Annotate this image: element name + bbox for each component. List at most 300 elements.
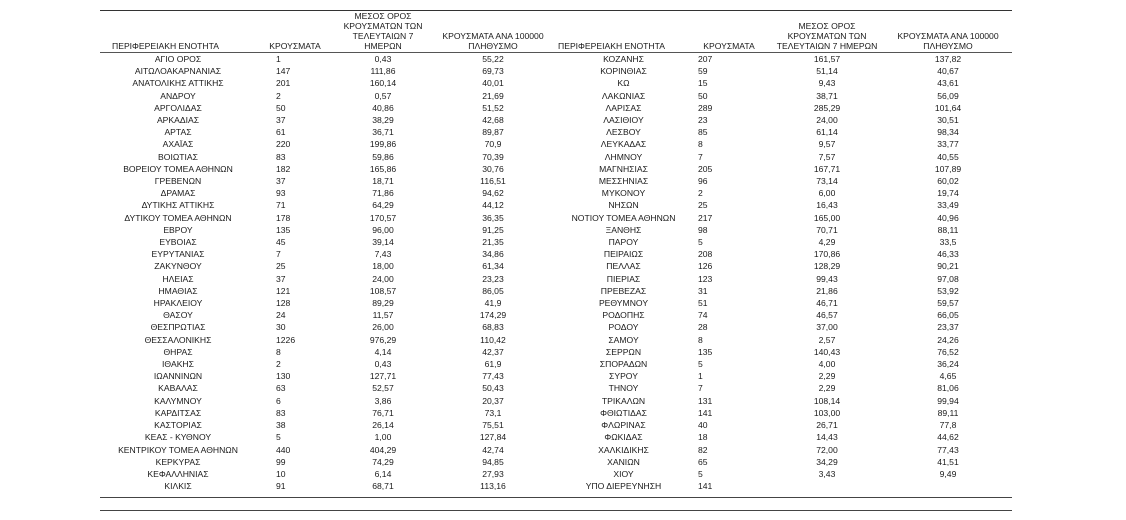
right-avg7-cell: 6,00 xyxy=(818,188,836,199)
right-region-cell: ΝΗΣΩΝ xyxy=(608,200,639,211)
left-avg7-cell: 4,14 xyxy=(374,346,392,357)
right-avg7-cell: 70,71 xyxy=(816,224,838,235)
right-avg7-cell: 3,43 xyxy=(818,468,836,479)
left-avg7-cell: 170,57 xyxy=(369,212,397,223)
right-region-cell: ΧΙΟΥ xyxy=(613,468,634,479)
left-cases-cell: 178 xyxy=(276,212,291,223)
left-cases-cell: 8 xyxy=(276,346,281,357)
table-body xyxy=(100,53,1012,493)
left-cases-cell: 83 xyxy=(276,151,286,162)
right-per100k-cell: 137,82 xyxy=(934,54,962,64)
right-cases-cell: 141 xyxy=(698,407,713,418)
table-row xyxy=(100,370,1012,382)
left-region-cell: ΗΜΑΘΙΑΣ xyxy=(158,285,198,296)
right-region-cell: ΠΙΕΡΙΑΣ xyxy=(606,273,641,284)
table-row xyxy=(100,407,1012,419)
left-cases-cell: 37 xyxy=(276,176,286,187)
left-avg7-cell: 18,00 xyxy=(372,261,394,272)
right-avg7-cell: 46,57 xyxy=(816,310,838,321)
left-region-cell: ΙΘΑΚΗΣ xyxy=(162,359,194,370)
table-row xyxy=(100,138,1012,150)
right-region-cell: ΠΕΙΡΑΙΩΣ xyxy=(603,249,644,260)
left-per100k-cell: 86,05 xyxy=(482,285,504,296)
left-region-cell: ΖΑΚΥΝΘΟΥ xyxy=(154,261,202,272)
right-per100k-cell: 56,09 xyxy=(937,90,959,101)
right-per100k-cell: 9,49 xyxy=(939,468,957,479)
right-per100k-cell: 107,89 xyxy=(934,163,962,174)
right-avg7-cell: 103,00 xyxy=(813,407,841,418)
right-avg7-cell: 140,43 xyxy=(813,346,841,357)
left-per100k-cell: 116,51 xyxy=(480,176,506,187)
left-per100k-cell: 20,37 xyxy=(482,395,504,406)
table-row xyxy=(100,248,1012,260)
right-cases-cell: 85 xyxy=(698,127,708,138)
left-region-cell: ΕΒΡΟΥ xyxy=(163,224,193,235)
right-per100k-cell: 60,02 xyxy=(937,176,959,187)
right-avg7-cell: 72,00 xyxy=(816,444,838,455)
right-per100k-cell: 24,26 xyxy=(937,334,959,345)
left-region-cell: ΑΙΤΩΛΟΑΚΑΡΝΑΝΙΑΣ xyxy=(134,66,222,77)
right-avg7-cell: 167,71 xyxy=(813,163,841,174)
left-cases-cell: 99 xyxy=(276,456,286,467)
left-cases-cell: 6 xyxy=(276,395,281,406)
table-row xyxy=(100,285,1012,297)
left-cases-cell: 37 xyxy=(276,273,286,284)
right-per100k-cell: 43,61 xyxy=(937,78,959,89)
right-per100k-cell: 59,57 xyxy=(937,298,959,309)
left-per100k-cell: 36,35 xyxy=(482,212,504,223)
right-region-cell: ΣΕΡΡΩΝ xyxy=(605,346,642,357)
left-avg7-cell: 18,71 xyxy=(372,176,394,187)
table-row xyxy=(100,334,1012,346)
left-region-cell: ΗΡΑΚΛΕΙΟΥ xyxy=(153,298,203,309)
table-row xyxy=(100,77,1012,89)
right-cases-cell: 8 xyxy=(698,139,703,150)
right-avg7-cell xyxy=(770,480,884,492)
right-region-cell: ΛΗΜΝΟΥ xyxy=(604,151,643,162)
right-per100k-cell: 101,64 xyxy=(934,102,962,113)
right-cases-cell: 74 xyxy=(698,310,708,321)
left-per100k-cell: 89,87 xyxy=(482,127,504,138)
left-avg7-cell: 40,86 xyxy=(372,102,394,113)
left-per100k-cell: 42,37 xyxy=(482,346,504,357)
right-cases-cell: 59 xyxy=(698,66,708,77)
left-cases-cell: 7 xyxy=(276,249,281,260)
table-row xyxy=(100,419,1012,431)
table-row xyxy=(100,382,1012,394)
right-per100k-cell: 40,96 xyxy=(937,212,959,223)
left-region-cell: ΚΕΑΣ - ΚΥΘΝΟΥ xyxy=(144,432,212,443)
left-cases-cell: 83 xyxy=(276,407,286,418)
right-per100k-cell: 30,51 xyxy=(937,115,959,126)
left-per100k-cell: 94,85 xyxy=(482,456,504,467)
left-cases-cell: 182 xyxy=(276,163,291,174)
left-region-cell: ΘΑΣΟΥ xyxy=(163,310,193,321)
left-cases-cell: 5 xyxy=(276,432,281,443)
left-region-cell: ΔΥΤΙΚΗΣ ΑΤΤΙΚΗΣ xyxy=(141,200,215,211)
right-per100k-cell: 23,37 xyxy=(937,322,959,333)
right-avg7-cell: 24,00 xyxy=(816,115,838,126)
right-avg7-cell: 2,57 xyxy=(818,334,836,345)
left-cases-cell: 135 xyxy=(276,224,291,235)
left-per100k-cell: 94,62 xyxy=(482,188,504,199)
right-per100k-cell: 36,24 xyxy=(937,359,959,370)
left-avg7-cell: 0,43 xyxy=(374,359,392,370)
left-region-cell: ΘΗΡΑΣ xyxy=(163,346,193,357)
bottom-rule xyxy=(100,497,1012,498)
right-avg7-cell: 9,43 xyxy=(818,78,836,89)
table-row xyxy=(100,395,1012,407)
left-avg7-cell: 74,29 xyxy=(372,456,394,467)
right-per100k-cell: 33,77 xyxy=(937,139,959,150)
left-cases-cell: 50 xyxy=(276,102,286,113)
table-row xyxy=(100,260,1012,272)
left-region-cell: ΚΑΒΑΛΑΣ xyxy=(158,383,198,394)
left-per100k-cell: 27,93 xyxy=(482,468,504,479)
left-avg7-cell: 6,14 xyxy=(374,468,392,479)
left-cases-cell: 91 xyxy=(276,481,286,492)
right-avg7-cell: 38,71 xyxy=(816,90,838,101)
right-avg7-cell: 37,00 xyxy=(816,322,838,333)
left-cases-cell: 147 xyxy=(276,66,291,77)
right-avg7-cell: 34,29 xyxy=(816,456,838,467)
left-cases-cell: 201 xyxy=(276,78,291,89)
left-region-cell: ΗΛΕΙΑΣ xyxy=(162,273,194,284)
left-avg7-cell: 26,00 xyxy=(372,322,394,333)
right-avg7-cell: 2,29 xyxy=(818,383,836,394)
right-per100k-cell: 99,94 xyxy=(937,395,959,406)
left-cases-cell: 25 xyxy=(276,261,286,272)
header-row xyxy=(100,11,1012,53)
header-cases-left: ΚΡΟΥΣΜΑΤΑ xyxy=(256,11,334,53)
right-per100k-cell: 66,05 xyxy=(937,310,959,321)
right-region-cell: ΛΑΡΙΣΑΣ xyxy=(605,102,642,113)
right-region-cell: ΜΕΣΣΗΝΙΑΣ xyxy=(598,176,649,187)
right-avg7-cell: 51,14 xyxy=(816,66,838,77)
table-row xyxy=(100,480,1012,492)
right-avg7-cell: 21,86 xyxy=(816,285,838,296)
table-row xyxy=(100,151,1012,163)
left-region-cell: ΘΕΣΣΑΛΟΝΙΚΗΣ xyxy=(144,334,212,345)
right-region-cell: ΦΛΩΡΙΝΑΣ xyxy=(601,420,646,431)
right-avg7-cell: 2,29 xyxy=(818,371,836,382)
left-region-cell: ΘΕΣΠΡΩΤΙΑΣ xyxy=(150,322,206,333)
bottom-rule-second xyxy=(100,510,1012,511)
table-row xyxy=(100,431,1012,443)
right-per100k-cell: 77,8 xyxy=(939,420,957,431)
left-per100k-cell: 68,83 xyxy=(482,322,504,333)
left-region-cell: ΚΕΡΚΥΡΑΣ xyxy=(155,456,201,467)
left-cases-cell: 1226 xyxy=(276,334,296,345)
right-region-cell: ΛΑΚΩΝΙΑΣ xyxy=(601,90,646,101)
left-region-cell: ΑΓΙΟ ΟΡΟΣ xyxy=(154,54,202,64)
left-cases-cell: 440 xyxy=(276,444,291,455)
right-cases-cell: 23 xyxy=(698,115,708,126)
right-cases-cell: 5 xyxy=(698,359,703,370)
left-cases-cell: 93 xyxy=(276,188,286,199)
left-per100k-cell: 30,76 xyxy=(482,163,504,174)
left-avg7-cell: 0,57 xyxy=(374,90,392,101)
left-region-cell: ΑΝΔΡΟΥ xyxy=(160,90,196,101)
right-region-cell: ΜΥΚΟΝΟΥ xyxy=(601,188,646,199)
cases-table xyxy=(100,11,1012,492)
right-per100k-cell: 33,49 xyxy=(937,200,959,211)
right-cases-cell: 217 xyxy=(698,212,713,223)
left-avg7-cell: 111,86 xyxy=(370,66,396,77)
left-avg7-cell: 68,71 xyxy=(372,481,394,492)
table-row xyxy=(100,102,1012,114)
right-per100k-cell: 46,33 xyxy=(937,249,959,260)
right-region-cell: ΣΠΟΡΑΔΩΝ xyxy=(599,359,648,370)
left-per100k-cell: 61,9 xyxy=(484,359,502,370)
left-avg7-cell: 11,57 xyxy=(372,310,394,321)
left-region-cell: ΚΙΛΚΙΣ xyxy=(164,481,192,492)
left-cases-cell: 63 xyxy=(276,383,286,394)
right-cases-cell: 131 xyxy=(698,395,713,406)
right-region-cell: ΛΕΣΒΟΥ xyxy=(606,127,641,138)
right-per100k-cell: 44,62 xyxy=(937,432,959,443)
right-cases-cell: 2 xyxy=(698,188,703,199)
right-region-cell: ΚΟΖΑΝΗΣ xyxy=(603,54,644,64)
left-cases-cell: 1 xyxy=(276,54,281,64)
left-region-cell: ΑΡΓΟΛΙΔΑΣ xyxy=(154,102,202,113)
left-avg7-cell: 1,00 xyxy=(374,432,392,443)
left-avg7-cell: 976,29 xyxy=(369,334,397,345)
left-cases-cell: 30 xyxy=(276,322,286,333)
right-cases-cell: 141 xyxy=(698,481,713,492)
right-cases-cell: 123 xyxy=(698,273,713,284)
header-per100k-right: ΚΡΟΥΣΜΑΤΑ ΑΝΑ 100000 ΠΛΗΘΥΣΜΟ xyxy=(884,11,1012,53)
left-per100k-cell: 23,23 xyxy=(482,273,504,284)
left-per100k-cell: 50,43 xyxy=(482,383,504,394)
right-avg7-cell: 161,57 xyxy=(813,54,841,64)
right-avg7-cell: 61,14 xyxy=(816,127,838,138)
right-avg7-cell: 170,86 xyxy=(813,249,841,260)
right-cases-cell: 7 xyxy=(698,151,703,162)
table-row xyxy=(100,224,1012,236)
left-per100k-cell: 77,43 xyxy=(482,371,504,382)
right-region-cell: ΡΟΔΟΠΗΣ xyxy=(602,310,645,321)
right-avg7-cell: 14,43 xyxy=(816,432,838,443)
left-per100k-cell: 41,9 xyxy=(484,298,502,309)
table-row xyxy=(100,199,1012,211)
table-row xyxy=(100,126,1012,138)
right-cases-cell: 135 xyxy=(698,346,713,357)
left-avg7-cell: 160,14 xyxy=(369,78,397,89)
left-per100k-cell: 21,35 xyxy=(482,237,504,248)
table-row xyxy=(100,236,1012,248)
left-region-cell: ΚΕΦΑΛΛΗΝΙΑΣ xyxy=(147,468,209,479)
left-cases-cell: 38 xyxy=(276,420,286,431)
left-per100k-cell: 91,25 xyxy=(482,224,504,235)
right-cases-cell: 96 xyxy=(698,176,708,187)
right-avg7-cell: 99,43 xyxy=(816,273,838,284)
left-cases-cell: 2 xyxy=(276,90,281,101)
left-per100k-cell: 174,29 xyxy=(479,310,507,321)
left-avg7-cell: 76,71 xyxy=(372,407,394,418)
left-per100k-cell: 75,51 xyxy=(482,420,504,431)
header-region-right: ΠΕΡΙΦΕΡΕΙΑΚΗ ΕΝΟΤΗΤΑ xyxy=(554,11,688,53)
left-per100k-cell: 110,42 xyxy=(480,334,506,345)
right-region-cell: ΛΕΥΚΑΔΑΣ xyxy=(600,139,647,150)
right-region-cell: ΦΩΚΙΔΑΣ xyxy=(604,432,643,443)
right-avg7-cell: 46,71 xyxy=(816,298,838,309)
left-per100k-cell: 73,1 xyxy=(484,407,502,418)
right-region-cell: ΚΩ xyxy=(617,78,630,89)
left-cases-cell: 37 xyxy=(276,115,286,126)
right-per100k-cell: 90,21 xyxy=(937,261,959,272)
left-per100k-cell: 42,74 xyxy=(482,444,504,455)
right-avg7-cell: 165,00 xyxy=(813,212,841,223)
table-row xyxy=(100,468,1012,480)
right-cases-cell: 25 xyxy=(698,200,708,211)
left-cases-cell: 45 xyxy=(276,237,286,248)
left-avg7-cell: 38,29 xyxy=(372,115,394,126)
left-avg7-cell: 26,14 xyxy=(372,420,394,431)
right-per100k-cell: 77,43 xyxy=(937,444,959,455)
left-avg7-cell: 0,43 xyxy=(374,54,392,64)
cases-table-sheet xyxy=(100,10,1012,492)
left-avg7-cell: 64,29 xyxy=(372,200,394,211)
table-row xyxy=(100,90,1012,102)
left-region-cell: ΑΧΑΪΑΣ xyxy=(162,139,194,150)
table-row xyxy=(100,456,1012,468)
left-avg7-cell: 36,71 xyxy=(372,127,394,138)
table-row xyxy=(100,65,1012,77)
left-per100k-cell: 113,16 xyxy=(480,481,506,492)
left-region-cell: ΚΕΝΤΡΙΚΟΥ ΤΟΜΕΑ ΑΘΗΝΩΝ xyxy=(118,444,238,455)
right-cases-cell: 31 xyxy=(698,285,708,296)
right-cases-cell: 7 xyxy=(698,383,703,394)
table-row xyxy=(100,309,1012,321)
header-avg7-right: ΜΕΣΟΣ ΟΡΟΣ ΚΡΟΥΣΜΑΤΩΝ ΤΩΝ ΤΕΛΕΥΤΑΙΩΝ 7 ΗΜΕΡΩΝ xyxy=(770,11,884,53)
left-avg7-cell: 71,86 xyxy=(372,188,394,199)
right-cases-cell: 5 xyxy=(698,468,703,479)
right-avg7-cell: 128,29 xyxy=(813,261,841,272)
right-region-cell: ΞΑΝΘΗΣ xyxy=(605,224,642,235)
right-per100k-cell xyxy=(884,480,1012,492)
right-region-cell: ΧΑΛΚΙΔΙΚΗΣ xyxy=(598,444,649,455)
left-avg7-cell: 89,29 xyxy=(372,298,394,309)
left-cases-cell: 61 xyxy=(276,127,286,138)
left-region-cell: ΓΡΕΒΕΝΩΝ xyxy=(154,176,202,187)
left-per100k-cell: 44,12 xyxy=(482,200,504,211)
right-region-cell: ΠΑΡΟΥ xyxy=(608,237,639,248)
left-per100k-cell: 70,9 xyxy=(484,139,502,150)
left-per100k-cell: 51,52 xyxy=(482,102,504,113)
header-avg7-left: ΜΕΣΟΣ ΟΡΟΣ ΚΡΟΥΣΜΑΤΩΝ ΤΩΝ ΤΕΛΕΥΤΑΙΩΝ 7 ΗΜΕΡΩΝ xyxy=(334,11,432,53)
right-cases-cell: 51 xyxy=(698,298,708,309)
right-avg7-cell: 4,00 xyxy=(818,359,836,370)
right-per100k-cell: 40,67 xyxy=(937,66,959,77)
right-per100k-cell: 33,5 xyxy=(939,237,957,248)
right-region-cell: ΡΟΔΟΥ xyxy=(608,322,639,333)
right-per100k-cell: 19,74 xyxy=(937,188,959,199)
left-avg7-cell: 404,29 xyxy=(369,444,397,455)
left-per100k-cell: 69,73 xyxy=(482,66,504,77)
right-per100k-cell: 53,92 xyxy=(937,285,959,296)
right-cases-cell: 8 xyxy=(698,334,703,345)
left-region-cell: ΚΑΛΥΜΝΟΥ xyxy=(154,395,202,406)
right-cases-cell: 82 xyxy=(698,444,708,455)
right-region-cell: ΧΑΝΙΩΝ xyxy=(607,456,640,467)
right-cases-cell: 65 xyxy=(698,456,708,467)
right-per100k-cell: 81,06 xyxy=(937,383,959,394)
left-per100k-cell: 55,22 xyxy=(482,54,504,64)
left-avg7-cell: 24,00 xyxy=(372,273,394,284)
right-region-cell: ΤΡΙΚΑΛΩΝ xyxy=(601,395,646,406)
right-avg7-cell: 108,14 xyxy=(813,395,841,406)
left-region-cell: ΕΥΡΥΤΑΝΙΑΣ xyxy=(151,249,205,260)
right-region-cell: ΠΡΕΒΕΖΑΣ xyxy=(600,285,647,296)
table-row xyxy=(100,321,1012,333)
left-per100k-cell: 34,86 xyxy=(482,249,504,260)
right-cases-cell: 18 xyxy=(698,432,708,443)
right-avg7-cell: 73,14 xyxy=(816,176,838,187)
right-per100k-cell: 89,11 xyxy=(937,407,959,418)
right-cases-cell: 205 xyxy=(698,163,713,174)
left-region-cell: ΕΥΒΟΙΑΣ xyxy=(159,237,197,248)
left-cases-cell: 10 xyxy=(276,468,286,479)
left-region-cell: ΒΟΙΩΤΙΑΣ xyxy=(158,151,198,162)
left-avg7-cell: 165,86 xyxy=(369,163,397,174)
right-cases-cell: 40 xyxy=(698,420,708,431)
right-per100k-cell: 97,08 xyxy=(937,273,959,284)
left-region-cell: ΙΩΑΝΝΙΝΩΝ xyxy=(153,371,203,382)
right-avg7-cell: 7,57 xyxy=(818,151,836,162)
header-per100k-left: ΚΡΟΥΣΜΑΤΑ ΑΝΑ 100000 ΠΛΗΘΥΣΜΟ xyxy=(432,11,554,53)
left-per100k-cell: 70,39 xyxy=(482,151,504,162)
table-row xyxy=(100,346,1012,358)
left-cases-cell: 220 xyxy=(276,139,291,150)
header-region-left: ΠΕΡΙΦΕΡΕΙΑΚΗ ΕΝΟΤΗΤΑ xyxy=(100,11,256,53)
right-avg7-cell: 26,71 xyxy=(816,420,838,431)
left-cases-cell: 121 xyxy=(276,285,291,296)
left-region-cell: ΑΝΑΤΟΛΙΚΗΣ ΑΤΤΙΚΗΣ xyxy=(132,78,224,89)
left-per100k-cell: 61,34 xyxy=(482,261,504,272)
right-cases-cell: 208 xyxy=(698,249,713,260)
table-row xyxy=(100,53,1012,66)
left-cases-cell: 128 xyxy=(276,298,291,309)
table-row xyxy=(100,175,1012,187)
left-per100k-cell: 21,69 xyxy=(482,90,504,101)
right-region-cell: ΤΗΝΟΥ xyxy=(608,383,639,394)
right-region-cell: ΡΕΘΥΜΝΟΥ xyxy=(598,298,649,309)
left-avg7-cell: 3,86 xyxy=(374,395,392,406)
right-per100k-cell: 98,34 xyxy=(937,127,959,138)
right-cases-cell: 98 xyxy=(698,224,708,235)
right-per100k-cell: 76,52 xyxy=(937,346,959,357)
left-cases-cell: 2 xyxy=(276,359,281,370)
left-region-cell: ΑΡΤΑΣ xyxy=(164,127,192,138)
left-avg7-cell: 127,71 xyxy=(369,371,397,382)
right-region-cell: ΦΘΙΩΤΙΔΑΣ xyxy=(600,407,647,418)
right-per100k-cell: 88,11 xyxy=(937,224,959,235)
table-row xyxy=(100,273,1012,285)
right-avg7-cell: 9,57 xyxy=(818,139,836,150)
left-per100k-cell: 127,84 xyxy=(479,432,507,443)
left-avg7-cell: 199,86 xyxy=(369,139,397,150)
right-cases-cell: 5 xyxy=(698,237,703,248)
left-cases-cell: 71 xyxy=(276,200,286,211)
right-region-cell: ΝΟΤΙΟΥ ΤΟΜΕΑ ΑΘΗΝΩΝ xyxy=(571,212,676,223)
left-per100k-cell: 42,68 xyxy=(482,115,504,126)
left-avg7-cell: 108,57 xyxy=(369,285,397,296)
right-per100k-cell: 41,51 xyxy=(937,456,959,467)
left-cases-cell: 24 xyxy=(276,310,286,321)
right-per100k-cell: 4,65 xyxy=(939,371,957,382)
right-cases-cell: 50 xyxy=(698,90,708,101)
